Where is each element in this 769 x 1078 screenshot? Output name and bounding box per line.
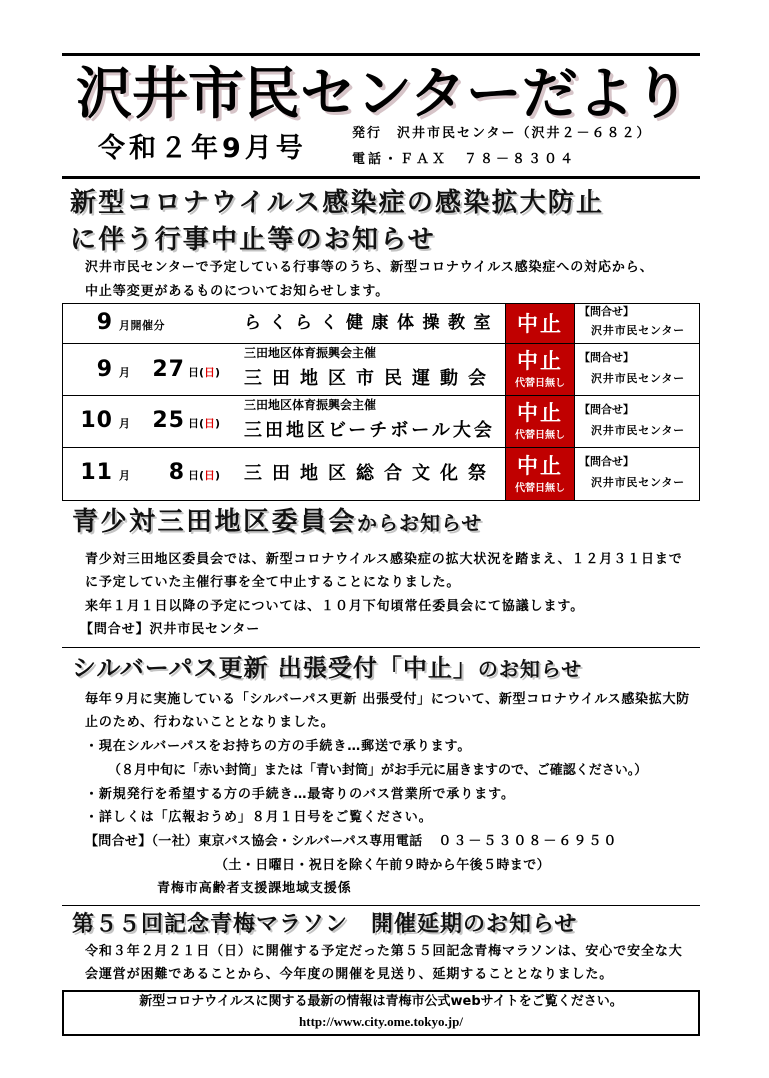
paragraph-line: 沢井市民センターで予定している行事等のうち、新型コロナウイルス感染症への対応から、 bbox=[85, 260, 654, 275]
event-weekday: 日 bbox=[204, 469, 216, 482]
status-text: 中止 bbox=[517, 453, 563, 478]
section-divider bbox=[62, 905, 700, 906]
event-date bbox=[73, 410, 220, 435]
event-month: 11 bbox=[80, 460, 113, 485]
inquiry-label: 【問合せ】 bbox=[579, 305, 634, 318]
inquiry-label: 【問合せ】 bbox=[579, 455, 634, 468]
inquiry-line: 【問合せ】沢井市民センター bbox=[80, 622, 261, 637]
status-badge bbox=[505, 344, 575, 395]
section-heading-event-cancellations-line2: に伴う行事中止等のお知らせ bbox=[70, 225, 436, 255]
section-heading-silver-pass bbox=[72, 654, 582, 683]
event-month: 9 bbox=[96, 357, 113, 382]
heading-sub: のお知らせ bbox=[477, 657, 583, 681]
status-badge bbox=[505, 396, 575, 447]
info-message: 新型コロナウイルスに関する最新の情報は青梅市公式webサイトをご覧ください。 bbox=[139, 994, 623, 1009]
day-unit: 日( bbox=[188, 417, 205, 430]
event-organizer: 三田地区体育振興会主催 bbox=[244, 398, 377, 412]
event-name: 三田地区ビーチボール大会 bbox=[244, 420, 495, 441]
event-date bbox=[73, 359, 220, 384]
status-note: 代替日無し bbox=[515, 378, 565, 389]
issue-label: 令和２年9月号 bbox=[98, 133, 307, 164]
inquiry-label: 【問合せ】（一社）東京バス協会・シルバーパス専用電話 bbox=[85, 834, 423, 849]
event-weekday: 日 bbox=[204, 417, 216, 430]
paragraph-line: 中止等変更があるものについてお知らせします。 bbox=[85, 284, 390, 299]
paragraph-line: に予定していた主催行事を全て中止することになりました。 bbox=[85, 575, 461, 590]
day-unit: 日( bbox=[188, 469, 205, 482]
paren-close: ) bbox=[215, 469, 221, 482]
status-text: 中止 bbox=[517, 311, 563, 336]
paragraph-line: 青少対三田地区委員会では、新型コロナウイルス感染症の拡大状況を踏まえ、１２月３１日まで bbox=[85, 552, 683, 567]
heading-main: シルバーパス更新 出張受付「中止」 bbox=[72, 654, 478, 682]
inquiry-contact: 沢井市民センター bbox=[591, 476, 685, 489]
newsletter-title: 沢井市民センターだより bbox=[76, 62, 690, 127]
table-row bbox=[63, 304, 699, 343]
event-date bbox=[73, 312, 165, 337]
event-name: 三田地区総合文化祭 bbox=[244, 463, 496, 484]
section-heading-event-cancellations: 新型コロナウイルス感染症の感染拡大防止 bbox=[70, 188, 605, 218]
inquiry-label: 【問合せ】 bbox=[579, 351, 634, 364]
event-weekday: 日 bbox=[204, 366, 216, 379]
heading-main: 青少対三田地区委員会 bbox=[72, 507, 358, 537]
inquiry-cell bbox=[575, 344, 699, 395]
status-text: 中止 bbox=[517, 349, 563, 373]
publisher-line: 発行 沢井市民センター（沢井２－６８２） bbox=[352, 126, 652, 141]
event-cancellation-table bbox=[62, 303, 700, 501]
inquiry-cell bbox=[575, 304, 699, 343]
month-unit: 月 bbox=[119, 469, 130, 482]
paragraph-line: 会運営が困難であることから、今年度の開催を見送り、延期することとなりました。 bbox=[85, 967, 614, 982]
section-divider bbox=[62, 647, 700, 648]
table-row bbox=[63, 343, 699, 395]
status-badge bbox=[505, 304, 575, 343]
paragraph-line: （８月中旬に「赤い封筒」または「青い封筒」がお手元に届きますので、ご確認ください。） bbox=[108, 763, 648, 778]
info-url-link[interactable]: http://www.city.ome.tokyo.jp/ bbox=[299, 1014, 463, 1029]
paren-close: ) bbox=[215, 417, 221, 430]
section-heading-marathon: 第５５回記念青梅マラソン 開催延期のお知らせ bbox=[72, 912, 578, 937]
inquiry-contact: 沢井市民センター bbox=[591, 324, 685, 337]
inquiry-local-office: 青梅市高齢者支援課地域支援係 bbox=[157, 881, 352, 896]
inquiry-hours: （土・日曜日・祝日を除く午前９時から午後５時まで） bbox=[215, 858, 551, 873]
paragraph-line: 来年１月１日以降の予定については、１０月下旬頃常任委員会にて協議します。 bbox=[85, 599, 585, 614]
paragraph-line: 止のため、行わないこととなりました。 bbox=[85, 715, 335, 730]
header-rule bbox=[62, 176, 700, 179]
inquiry-phone: ０３－５３０８－６９５０ bbox=[438, 834, 619, 849]
inquiry-cell bbox=[575, 448, 699, 500]
bullet-line: ・新規発行を希望する方の手続き…最寄りのバス営業所で承ります。 bbox=[85, 787, 515, 802]
inquiry-contact: 沢井市民センター bbox=[591, 372, 685, 385]
top-rule bbox=[62, 53, 700, 56]
section-heading-youth-committee bbox=[72, 507, 482, 538]
paragraph-line: 令和３年２月２１日（日）に開催する予定だった第５５回記念青梅マラソンは、安心で安全な大 bbox=[85, 944, 683, 959]
month-unit: 月 bbox=[119, 366, 130, 379]
bullet-line: ・詳しくは「広報おうめ」８月１日号をご覧ください。 bbox=[85, 810, 433, 825]
status-text: 中止 bbox=[517, 401, 563, 425]
table-row bbox=[63, 447, 699, 500]
event-day: 27 bbox=[152, 357, 185, 382]
bullet-line: ・現在シルバーパスをお持ちの方の手続き…郵送で承ります。 bbox=[85, 739, 472, 754]
event-date bbox=[73, 462, 220, 487]
inquiry-cell bbox=[575, 396, 699, 447]
event-day: 25 bbox=[152, 408, 185, 433]
paragraph-line: 毎年９月に実施している「シルバーパス更新 出張受付」について、新型コロナウイルス感染拡大防 bbox=[85, 692, 690, 707]
inquiry-line bbox=[85, 834, 618, 850]
month-unit: 月 bbox=[119, 417, 130, 430]
month-label: 月開催分 bbox=[119, 319, 165, 332]
event-month: 9 bbox=[96, 310, 113, 335]
event-month: 10 bbox=[80, 408, 113, 433]
event-name: らくらく健康体操教室 bbox=[244, 313, 499, 333]
status-note: 代替日無し bbox=[515, 430, 565, 441]
event-day: 8 bbox=[168, 460, 185, 485]
status-note: 代替日無し bbox=[515, 482, 565, 494]
event-name: 三田地区市民運動会 bbox=[244, 368, 496, 389]
paren-close: ) bbox=[215, 366, 221, 379]
inquiry-contact: 沢井市民センター bbox=[591, 424, 685, 437]
inquiry-label: 【問合せ】 bbox=[579, 403, 634, 416]
phone-fax-line: 電話・ＦＡＸ ７８－８３０４ bbox=[352, 152, 577, 167]
event-organizer: 三田地区体育振興会主催 bbox=[244, 346, 377, 360]
status-badge bbox=[505, 448, 575, 500]
heading-sub: からお知らせ bbox=[357, 511, 483, 535]
table-row bbox=[63, 395, 699, 447]
day-unit: 日( bbox=[188, 366, 205, 379]
